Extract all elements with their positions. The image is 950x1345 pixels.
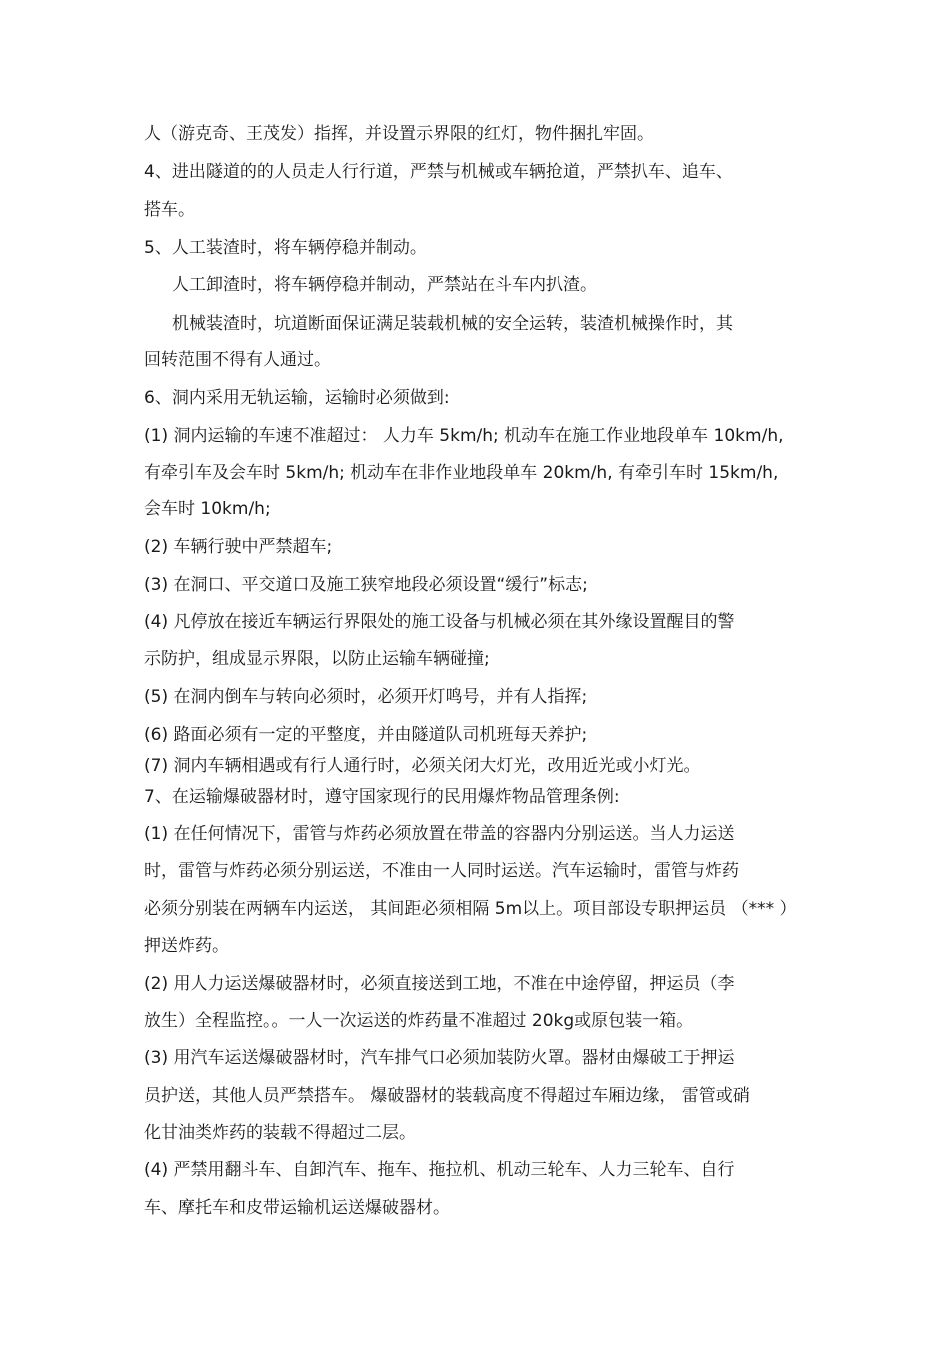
text-line: 有牵引车及会车时 5km/h; 机动车在非作业地段单车 20km/h, 有牵引车时 15km/h, xyxy=(144,463,779,483)
text-line: (4) 凡停放在接近车辆运行界限处的施工设备与机械必须在其外缘设置醒目的警 xyxy=(144,612,735,632)
text-line: 搭车。 xyxy=(144,200,195,220)
text-line: 押送炸药。 xyxy=(144,936,229,956)
text-line: (3) 用汽车运送爆破器材时，汽车排气口必须加装防火罩。器材由爆破工于押运 xyxy=(144,1048,735,1068)
text-line: (1) 洞内运输的车速不准超过： 人力车 5km/h; 机动车在施工作业地段单车 10km/h, xyxy=(144,426,784,446)
text-line: 员护送，其他人员严禁搭车。 爆破器材的装载高度不得超过车厢边缘， 雷管或硝 xyxy=(144,1086,750,1106)
text-line: 4、进出隧道的的人员走人行行道，严禁与机械或车辆抢道，严禁扒车、追车、 xyxy=(144,162,733,182)
text-line: 回转范围不得有人通过。 xyxy=(144,350,331,370)
text-line: (5) 在洞内倒车与转向必须时，必须开灯鸣号，并有人指挥; xyxy=(144,687,588,707)
text-line: 机械装渣时，坑道断面保证满足装载机械的安全运转，装渣机械操作时，其 xyxy=(172,314,733,334)
text-line: (2) 用人力运送爆破器材时，必须直接送到工地，不准在中途停留，押运员（李 xyxy=(144,974,735,994)
text-line: (3) 在洞口、平交道口及施工狭窄地段必须设置“缓行”标志; xyxy=(144,575,588,595)
text-line: 必须分别装在两辆车内运送， 其间距必须相隔 5m以上。项目部设专职押运员 （*** ） xyxy=(144,899,797,919)
text-line: 化甘油类炸药的装载不得超过二层。 xyxy=(144,1123,416,1143)
text-line: 人工卸渣时，将车辆停稳并制动，严禁站在斗车内扒渣。 xyxy=(172,275,597,295)
text-line: 7、在运输爆破器材时，遵守国家现行的民用爆炸物品管理条例: xyxy=(144,787,620,807)
text-line: 会车时 10km/h; xyxy=(144,499,271,519)
text-line: 示防护，组成显示界限，以防止运输车辆碰撞; xyxy=(144,649,490,669)
text-line: 6、洞内采用无轨运输，运输时必须做到: xyxy=(144,388,450,408)
text-line: 时，雷管与炸药必须分别运送，不准由一人同时运送。汽车运输时，雷管与炸药 xyxy=(144,861,739,881)
text-line: 放生）全程监控。。一人一次运送的炸药量不准超过 20kg或原包装一箱。 xyxy=(144,1011,694,1031)
text-line: (2) 车辆行驶中严禁超车; xyxy=(144,537,333,557)
text-line: 5、人工装渣时，将车辆停稳并制动。 xyxy=(144,238,427,258)
text-line: 车、摩托车和皮带运输机运送爆破器材。 xyxy=(144,1198,450,1218)
text-line: (6) 路面必须有一定的平整度，并由隧道队司机班每天养护; xyxy=(144,725,588,745)
text-line: (7) 洞内车辆相遇或有行人通行时，必须关闭大灯光，改用近光或小灯光。 xyxy=(144,756,701,776)
text-line: (1) 在任何情况下，雷管与炸药必须放置在带盖的容器内分别运送。当人力运送 xyxy=(144,824,735,844)
text-line: (4) 严禁用翻斗车、自卸汽车、拖车、拖拉机、机动三轮车、人力三轮车、自行 xyxy=(144,1160,735,1180)
text-line: 人（游克奇、王茂发）指挥，并设置示界限的红灯，物件捆扎牢固。 xyxy=(144,124,654,144)
